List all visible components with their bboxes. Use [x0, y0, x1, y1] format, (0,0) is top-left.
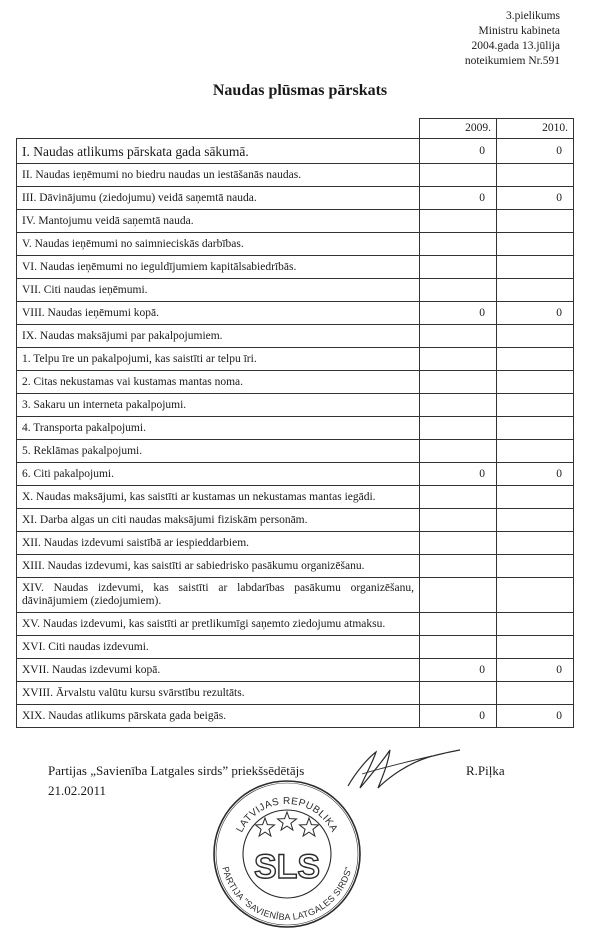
row-label: XVI. Citi naudas izdevumi. — [17, 636, 420, 659]
table-row — [17, 486, 574, 509]
row-value-2010 — [497, 682, 574, 705]
row-value-2009 — [420, 682, 497, 705]
row-label: I. Naudas atlikums pārskata gada sākumā. — [17, 139, 420, 164]
row-label: VII. Citi naudas ieņēmumi. — [17, 279, 420, 302]
row-label: IV. Mantojumu veidā saņemtā nauda. — [17, 210, 420, 233]
page-title: Naudas plūsmas pārskats — [212, 82, 388, 99]
row-value-2010 — [497, 509, 574, 532]
row-value-2009: 0 — [420, 302, 497, 325]
table-row — [17, 659, 574, 682]
table-row — [17, 187, 574, 210]
stamp-inner-text: PARTIJA "SAVIENĪBA LATGALES SIRDS" — [220, 865, 354, 923]
row-value-2010: 0 — [497, 659, 574, 682]
table-row — [17, 463, 574, 486]
annex-line: Ministru kabineta — [478, 25, 560, 37]
row-value-2009 — [420, 509, 497, 532]
row-label: XI. Darba algas un citi naudas maksājumi fiziskām personām. — [17, 509, 420, 532]
table-header-row — [17, 119, 574, 139]
row-value-2010: 0 — [497, 302, 574, 325]
table-row — [17, 578, 574, 613]
year-header-2009: 2009. — [420, 119, 497, 139]
row-value-2010 — [497, 279, 574, 302]
table-row — [17, 417, 574, 440]
row-label: 3. Sakaru un interneta pakalpojumi. — [17, 394, 420, 417]
table-row — [17, 348, 574, 371]
year-header-2010: 2010. — [497, 119, 574, 139]
row-value-2010 — [497, 325, 574, 348]
row-value-2009: 0 — [420, 463, 497, 486]
annex-reference — [465, 9, 560, 69]
table-row — [17, 394, 574, 417]
row-value-2010 — [497, 417, 574, 440]
table-row — [17, 279, 574, 302]
row-value-2010 — [497, 394, 574, 417]
table-row — [17, 682, 574, 705]
table-row — [17, 371, 574, 394]
row-label: III. Dāvinājumu (ziedojumu) veidā saņemtā nauda. — [17, 187, 420, 210]
row-value-2009 — [420, 440, 497, 463]
table-row — [17, 210, 574, 233]
row-value-2010 — [497, 613, 574, 636]
row-value-2010 — [497, 440, 574, 463]
row-value-2009 — [420, 210, 497, 233]
row-label: V. Naudas ieņēmumi no saimnieciskās darbības. — [17, 233, 420, 256]
row-label: X. Naudas maksājumi, kas saistīti ar kustamas un nekustamas mantas iegādi. — [17, 486, 420, 509]
row-label: IX. Naudas maksājumi par pakalpojumiem. — [17, 325, 420, 348]
row-value-2010 — [497, 256, 574, 279]
row-label: II. Naudas ieņēmumi no biedru naudas un iestāšanās naudas. — [17, 164, 420, 187]
row-label: 2. Citas nekustamas vai kustamas mantas noma. — [17, 371, 420, 394]
table-row — [17, 139, 574, 164]
table-row — [17, 555, 574, 578]
row-value-2010: 0 — [497, 187, 574, 210]
row-value-2009 — [420, 613, 497, 636]
table-row — [17, 636, 574, 659]
row-value-2010 — [497, 348, 574, 371]
row-value-2009 — [420, 279, 497, 302]
row-value-2009 — [420, 348, 497, 371]
row-value-2009: 0 — [420, 705, 497, 728]
row-value-2010 — [497, 555, 574, 578]
row-label: XVII. Naudas izdevumi kopā. — [17, 659, 420, 682]
row-label: 5. Reklāmas pakalpojumi. — [17, 440, 420, 463]
party-stamp — [211, 778, 363, 930]
row-value-2010 — [497, 233, 574, 256]
row-value-2010 — [497, 532, 574, 555]
row-value-2010 — [497, 636, 574, 659]
header-blank-cell — [17, 119, 420, 139]
stamp-center-text: SLS — [253, 848, 321, 886]
row-value-2009 — [420, 555, 497, 578]
table-row — [17, 256, 574, 279]
signature-stroke — [348, 750, 460, 788]
row-value-2009: 0 — [420, 139, 497, 164]
table-row — [17, 325, 574, 348]
cash-flow-table — [16, 118, 574, 728]
row-value-2009 — [420, 636, 497, 659]
row-label: VI. Naudas ieņēmumi no ieguldījumiem kapitālsabiedrībās. — [17, 256, 420, 279]
annex-line: noteikumiem Nr.591 — [464, 55, 560, 67]
row-label: 1. Telpu īre un pakalpojumi, kas saistīti ar telpu īri. — [17, 348, 420, 371]
chairman-title: Partijas „Savienība Latgales sirds” priekšsēdētājs — [48, 763, 305, 778]
row-label: XIX. Naudas atlikums pārskata gada beigās. — [17, 705, 420, 728]
row-value-2009 — [420, 256, 497, 279]
row-value-2009 — [420, 371, 497, 394]
table-row — [17, 509, 574, 532]
row-value-2009 — [420, 486, 497, 509]
row-value-2010 — [497, 210, 574, 233]
row-label: 6. Citi pakalpojumi. — [17, 463, 420, 486]
row-value-2010: 0 — [497, 463, 574, 486]
row-value-2009 — [420, 233, 497, 256]
table-row — [17, 302, 574, 325]
table-row — [17, 233, 574, 256]
signature-stroke — [362, 756, 432, 774]
row-value-2009 — [420, 578, 497, 613]
table-row — [17, 532, 574, 555]
row-label: XIII. Naudas izdevumi, kas saistīti ar sabiedrisko pasākumu organizēšanu. — [17, 555, 420, 578]
table-row — [17, 164, 574, 187]
row-label: 4. Transporta pakalpojumi. — [17, 417, 420, 440]
star-icon — [278, 812, 297, 830]
row-value-2010 — [497, 486, 574, 509]
row-value-2010 — [497, 371, 574, 394]
signatory-name: R.Piļka — [466, 763, 505, 778]
row-label: XIV. Naudas izdevumi, kas saistīti ar labdarības pasākumu organizēšanu, dāvinājumiem (ziedojumiem). — [17, 578, 420, 613]
row-label: XII. Naudas izdevumi saistībā ar iespieddarbiem. — [17, 532, 420, 555]
table-row — [17, 613, 574, 636]
row-value-2010: 0 — [497, 705, 574, 728]
row-value-2009 — [420, 394, 497, 417]
row-value-2010 — [497, 164, 574, 187]
signing-date: 21.02.2011 — [48, 783, 107, 798]
row-value-2009 — [420, 164, 497, 187]
table-row — [17, 440, 574, 463]
row-value-2010 — [497, 578, 574, 613]
row-value-2009 — [420, 532, 497, 555]
annex-line: 3.pielikums — [506, 10, 560, 22]
row-value-2009 — [420, 417, 497, 440]
table-row — [17, 705, 574, 728]
annex-line: 2004.gada 13.jūlija — [471, 40, 560, 52]
row-value-2009 — [420, 325, 497, 348]
row-label: XV. Naudas izdevumi, kas saistīti ar pretlikumīgi saņemto ziedojumu atmaksu. — [17, 613, 420, 636]
stamp-outer-text: LATVIJAS REPUBLIKA — [234, 795, 340, 835]
row-value-2009: 0 — [420, 187, 497, 210]
row-label: XVIII. Ārvalstu valūtu kursu svārstību rezultāts. — [17, 682, 420, 705]
row-value-2010: 0 — [497, 139, 574, 164]
row-value-2009: 0 — [420, 659, 497, 682]
row-label: VIII. Naudas ieņēmumi kopā. — [17, 302, 420, 325]
